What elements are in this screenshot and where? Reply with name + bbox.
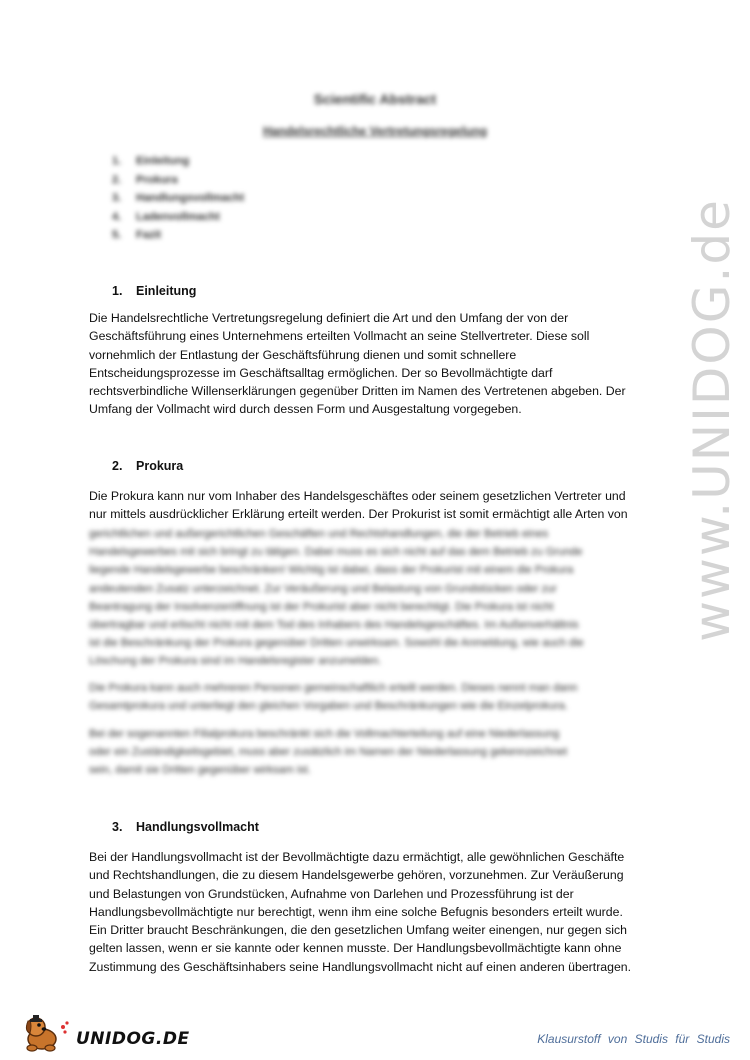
blurred-paragraph-prokura-3: Bei der sogenannten Filialprokura beschränkt sich die Vollmachterteilung auf eine Niederlassung oder ein Zuständigkeitsgebiet, muss aber zusätzlich im Namen der Niederlassung gekennzeichnet sein, damit sie Dritten gegenüber wirksam ist. xyxy=(89,728,568,777)
unidog-logo xyxy=(20,1013,190,1053)
document-title: Scientific Abstract xyxy=(313,91,437,107)
document-subtitle: Handelsrechtliche Vertretungsregelung xyxy=(262,124,488,138)
toc-item: 3. Handlungsvollmacht xyxy=(112,192,245,204)
section-heading-handlungsvollmacht: 3. Handlungsvollmacht xyxy=(112,820,259,834)
section-heading-einleitung: 1. Einleitung xyxy=(112,284,197,298)
section-heading-prokura: 2. Prokura xyxy=(112,459,184,473)
toc-item: 5. Fazit xyxy=(112,229,162,241)
logo-text: UNIDOG.DE xyxy=(76,1029,190,1049)
blurred-paragraph-prokura-1: gerichtlichen und außergerichtlichen Geschäften und Rechtshandlungen, die der Betrieb eines Handelsgewerbes mit sich bringt zu tätigen. Dabei muss es sich nicht auf das dem Betrieb zu Grunde liegende Handelsgewerbe beschränken! Wichtig ist dabei, dass der Prokurist mit einem die Prokura andeutenden Zusatz unterzeichnet. Zur Veräußerung und Belastung von Grundstücken oder zur Beantragung der Insolvenzeröffnung ist der Prokurist aber nicht berechtigt. Die Prokura ist nicht übertragbar und erlischt nicht mit dem Tod des Inhabers des Handelsgeschäftes. Im Außenverhältnis ist die Beschränkung der Prokura gegenüber Dritten unwirksam. Sowohl die Anmeldung, wie auch die Löschung der Prokura sind im Handelsregister anzumelden. xyxy=(89,528,584,668)
blurred-paragraph-prokura-2: Die Prokura kann auch mehreren Personen gemeinschaftlich erteilt werden. Dieses nennt man dann Gesamtprokura und unterliegt den gleichen Vorgaben und Beschränkungen wie die Einzelprokura. xyxy=(89,682,578,713)
paragraph-prokura: Die Prokura kann nur vom Inhaber des Handelsgeschäftes oder seinem gesetzlichen Vertreter und nur mittels ausdrücklicher Erklärung erteilt werden. Der Prokurist ist somit ermächtigt alle Arten von xyxy=(89,489,628,522)
watermark-text: www.UNIDOG.de xyxy=(683,198,741,642)
toc-item: 2. Prokura xyxy=(112,173,178,186)
toc-item: 1. Einleitung xyxy=(112,155,190,167)
dog-mascot-icon xyxy=(20,1013,72,1053)
paragraph-einleitung: Die Handelsrechtliche Vertretungsregelung definiert die Art und den Umfang der von der Geschäftsführung eines Unternehmens erteilten Vollmacht an seine Stellvertreter. Diese soll vornehmlich der Entlastung der Geschäftsführung dienen und somit schnellere Entscheidungsprozesse im Geschäftsalltag ermöglichen. Der so Bevollmächtigte darf rechtsverbindliche Willenserklärungen gegenüber Dritten im Namen des Vertretenen abgeben. Der Umfang der Vollmacht wird durch dessen Form und Ausgestaltung vorgegeben. xyxy=(89,311,626,417)
footer-slogan: Klausurstoff von Studis für Studis xyxy=(537,1032,730,1046)
toc-item: 4. Ladenvollmacht xyxy=(112,210,220,223)
table-of-contents xyxy=(112,152,244,245)
paragraph-handlungsvollmacht: Bei der Handlungsvollmacht ist der Bevollmächtigte dazu ermächtigt, alle gewöhnlichen Geschäfte und Rechtshandlungen, die zu diesem Handelsgewerbe gehören, vorzunehmen. Zur Veräußerung und Belastungen von Grundstücken, Aufnahme von Darlehen und Prozessführung ist der Handlungsbevollmächtigte nur berechtigt, wenn ihm eine solche Befugnis besonders erteilt wurde. Ein Dritter braucht Beschränkungen, die den gesetzlichen Umfang weiter einengen, nur gegen sich gelten lassen, wenn er sie kannte oder kennen musste. Der Handlungsbevollmächtigte kann ohne Zustimmung des Geschäftsinhabers seine Handlungsvollmacht nicht auf einen anderen übertragen. xyxy=(89,850,632,974)
